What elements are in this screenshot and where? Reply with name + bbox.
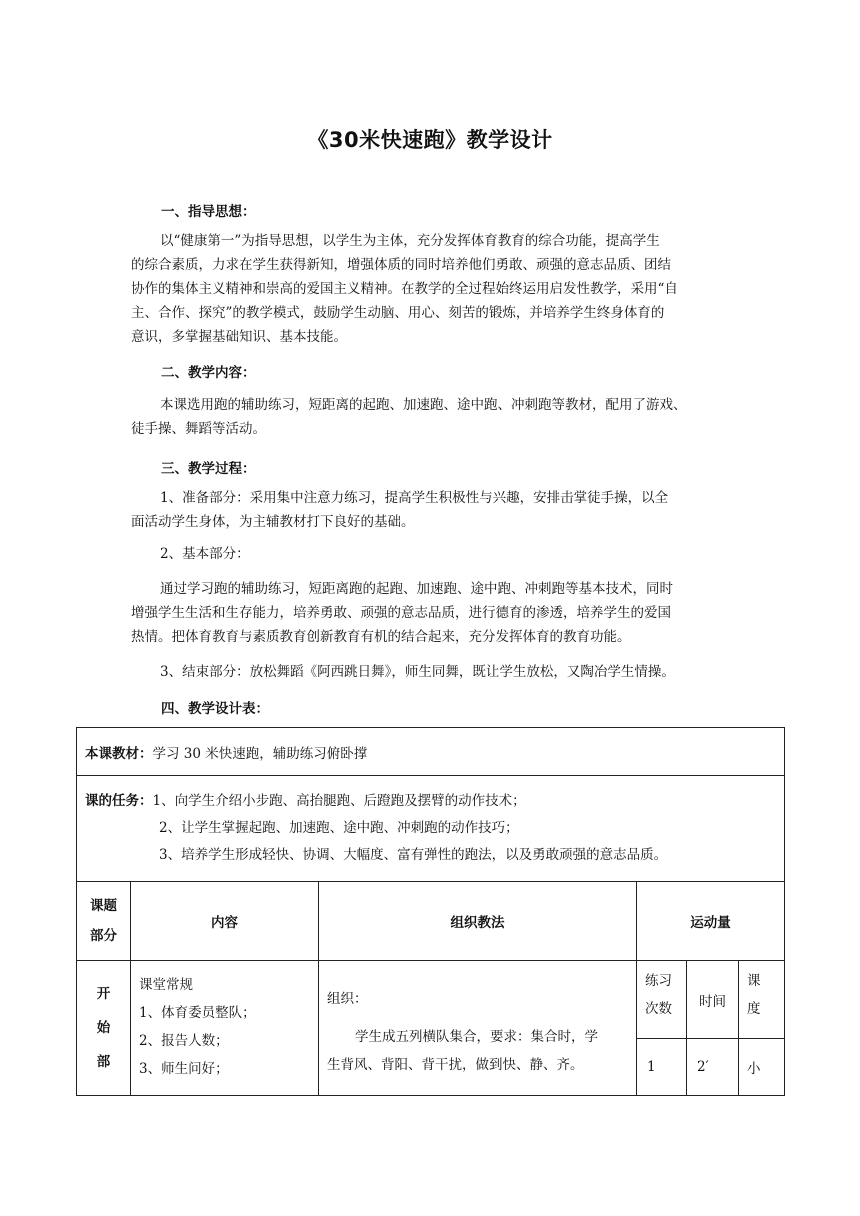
header-part-line: 课题 (90, 898, 117, 914)
text-line: 协作的集体主义精神和崇高的爱国主义精神。在教学的全过程始终运用启发性教学，采用“自 (131, 281, 678, 297)
value-intensity: 小 (739, 1039, 785, 1096)
subheader-count-line: 练习 (645, 973, 672, 989)
content-line: 3、师生问好； (139, 1061, 229, 1077)
section-heading-process: 三、教学过程： (161, 461, 256, 477)
method-line: 生背风、背阳、背干扰，做到快、静、齐。 (327, 1057, 584, 1073)
text-line: 的综合素质，力求在学生获得新知，增强体质的同时培养他们勇敢、顽强的意志品质、团结 (131, 257, 671, 273)
content-line: 2、报告人数； (139, 1033, 229, 1049)
part-char: 部 (96, 1054, 111, 1070)
text-line: 2、基本部分： (160, 546, 250, 562)
paragraph-basic (131, 577, 731, 649)
method-cell (319, 961, 637, 1096)
text-line: 3、结束部分：放松舞蹈《阿西跳日舞》，师生同舞，既让学生放松，又陶冶学生情操。 (160, 664, 675, 680)
subheader-intensity-line: 度 (747, 1001, 761, 1017)
subheader-intensity (739, 961, 785, 1039)
section-heading-content: 二、教学内容： (161, 365, 256, 381)
paragraph-content (131, 393, 731, 441)
value-count: 1 (637, 1039, 687, 1096)
subheader-count (637, 961, 687, 1039)
paragraph-prep (131, 486, 731, 534)
text-line: 主、合作、探究”的教学模式，鼓励学生动脑、用心、刻苦的锻炼，并培养学生终身体育的 (131, 305, 665, 321)
method-line: 学生成五列横队集合，要求：集合时，学 (355, 1029, 598, 1045)
task-item: 2、让学生掌握起跑、加速跑、途中跑、冲刺跑的动作技巧； (159, 820, 519, 836)
table-row-tasks (77, 776, 785, 882)
paragraph-ending (131, 660, 731, 684)
text-line: 增强学生生活和生存能力，培养勇敢、顽强的意志品质，进行德育的渗透，培养学生的爱国 (131, 605, 671, 621)
text-line: 1、准备部分：采用集中注意力练习，提高学生积极性与兴趣，安排击掌徒手操，以全 (160, 490, 669, 506)
task-label: 课的任务： (85, 793, 153, 809)
task-item: 3、培养学生形成轻快、协调、大幅度、富有弹性的跑法，以及勇敢顽强的意志品质。 (159, 847, 668, 863)
paragraph-basic-heading (131, 542, 731, 566)
document-title: 《30米快速跑》教学设计 (307, 128, 553, 152)
subheader-count-line: 次数 (645, 1001, 672, 1017)
section-heading-guiding-idea: 一、指导思想： (161, 204, 256, 220)
method-label: 组织： (327, 991, 368, 1007)
header-content: 内容 (131, 882, 319, 961)
part-char: 开 (96, 986, 111, 1002)
design-table (76, 727, 785, 1096)
subheader-intensity-line: 课 (747, 973, 761, 989)
subheader-time: 时间 (687, 961, 739, 1039)
content-line: 课堂常规 (139, 977, 193, 993)
header-load: 运动量 (637, 882, 785, 961)
text-line: 面活动学生身体，为主辅教材打下良好的基础。 (131, 514, 415, 530)
table-row-start-a (77, 961, 785, 1039)
text-line: 热情。把体育教育与素质教育创新教育有机的结合起来，充分发挥体育的教育功能。 (131, 629, 631, 645)
part-start (77, 961, 131, 1096)
material-value: 学习 30 米快速跑，辅助练习俯卧撑 (152, 745, 368, 762)
header-part (77, 882, 131, 961)
tasks-cell (77, 776, 785, 882)
text-line: 徒手操、舞蹈等活动。 (131, 421, 266, 437)
header-method: 组织教法 (319, 882, 637, 961)
text-line: 通过学习跑的辅助练习，短距离跑的起跑、加速跑、途中跑、冲刺跑等基本技术，同时 (160, 581, 673, 597)
table-header-row (77, 882, 785, 961)
paragraph-guiding-idea (131, 229, 731, 349)
material-cell (77, 728, 785, 776)
section-heading-design-table: 四、教学设计表： (161, 701, 269, 717)
task-item: 1、向学生介绍小步跑、高抬腿跑、后蹬跑及摆臂的动作技术； (152, 793, 526, 809)
content-cell (131, 961, 319, 1096)
part-char: 始 (96, 1020, 111, 1036)
material-label: 本课教材： (85, 745, 153, 762)
text-line: 意识，多掌握基础知识、基本技能。 (131, 329, 347, 345)
table-row-material (77, 728, 785, 776)
content-line: 1、体育委员整队； (139, 1005, 256, 1021)
header-part-line: 部分 (90, 928, 117, 944)
task-line (85, 788, 784, 815)
text-line: 以“健康第一”为指导思想，以学生为主体，充分发挥体育教育的综合功能，提高学生 (160, 233, 660, 249)
text-line: 本课选用跑的辅助练习，短距离的起跑、加速跑、途中跑、冲刺跑等教材，配用了游戏、 (160, 397, 687, 413)
value-time: 2′ (687, 1039, 739, 1096)
